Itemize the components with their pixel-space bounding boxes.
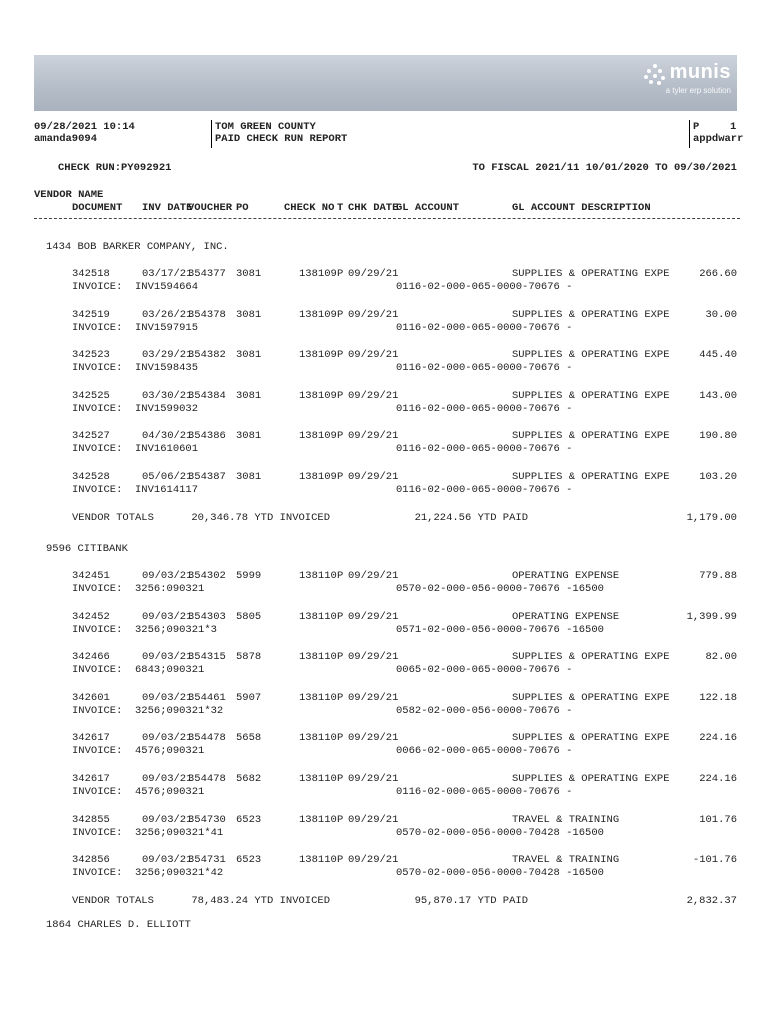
invoice-number: INVOICE: 3256;090321*42 xyxy=(72,867,224,879)
amount: 224.16 xyxy=(699,732,737,744)
po-number: 3081 xyxy=(236,430,262,442)
invoice-number: INVOICE: INV1594664 xyxy=(72,281,199,293)
check-date: 09/29/21 xyxy=(348,732,399,744)
gl-description: SUPPLIES & OPERATING EXPE xyxy=(512,349,670,361)
invoice-date: 09/03/21 xyxy=(142,814,193,826)
document-number: 342451 xyxy=(72,570,110,582)
gl-account: 0582-02-000-056-0000-70676 - xyxy=(396,705,573,717)
gl-description: TRAVEL & TRAINING xyxy=(512,854,620,866)
voucher-number: 354731 xyxy=(188,854,226,866)
fiscal-range: TO FISCAL 2021/11 10/01/2020 TO 09/30/2021 xyxy=(472,162,737,174)
gl-account: 0570-02-000-056-0000-70676 -16500 xyxy=(396,583,604,595)
document-number: 342528 xyxy=(72,471,110,483)
gl-description: SUPPLIES & OPERATING EXPE xyxy=(512,471,670,483)
amount: 224.16 xyxy=(699,773,737,785)
report-title: PAID CHECK RUN REPORT xyxy=(215,133,348,145)
check-number: 138110 xyxy=(299,570,337,582)
header-divider-right xyxy=(689,120,690,148)
gl-description: SUPPLIES & OPERATING EXPE xyxy=(512,309,670,321)
col-po: PO xyxy=(236,202,249,214)
page-number: 1 xyxy=(730,121,737,133)
invoice-number: INVOICE: 4576;090321 xyxy=(72,745,205,757)
invoice-date: 09/03/21 xyxy=(142,651,193,663)
voucher-number: 354302 xyxy=(188,570,226,582)
gl-account: 0571-02-000-056-0000-70676 -16500 xyxy=(396,624,604,636)
check-date: 09/29/21 xyxy=(348,309,399,321)
po-number: 3081 xyxy=(236,390,262,402)
amount: 103.20 xyxy=(699,471,737,483)
check-type: P xyxy=(337,611,344,623)
check-type: P xyxy=(337,651,344,663)
col-voucher: VOUCHER xyxy=(188,202,233,214)
check-type: P xyxy=(337,773,344,785)
check-number: 138110 xyxy=(299,651,337,663)
po-number: 3081 xyxy=(236,309,262,321)
document-number: 342518 xyxy=(72,268,110,280)
invoice-number: INVOICE: INV1599032 xyxy=(72,403,199,415)
invoice-number: INVOICE: INV1614117 xyxy=(72,484,199,496)
invoice-date: 09/03/21 xyxy=(142,732,193,744)
report-banner xyxy=(34,55,737,111)
amount: 122.18 xyxy=(699,692,737,704)
vendor-name: 1434 BOB BARKER COMPANY, INC. xyxy=(46,241,229,253)
logo-dots-icon xyxy=(644,64,666,86)
ytd-invoiced: 20,346.78 YTD INVOICED xyxy=(191,512,330,524)
check-type: P xyxy=(337,390,344,402)
gl-description: TRAVEL & TRAINING xyxy=(512,814,620,826)
invoice-date: 09/03/21 xyxy=(142,570,193,582)
document-number: 342525 xyxy=(72,390,110,402)
gl-description: SUPPLIES & OPERATING EXPE xyxy=(512,390,670,402)
voucher-number: 354303 xyxy=(188,611,226,623)
gl-account: 0065-02-000-065-0000-70676 - xyxy=(396,664,573,676)
voucher-number: 354382 xyxy=(188,349,226,361)
vendor-name: 9596 CITIBANK xyxy=(46,543,128,555)
check-number: 138110 xyxy=(299,611,337,623)
vendor-total-amount: 2,832.37 xyxy=(686,895,737,907)
amount: 30.00 xyxy=(705,309,737,321)
check-type: P xyxy=(337,430,344,442)
po-number: 6523 xyxy=(236,854,262,866)
vendor-total-amount: 1,179.00 xyxy=(686,512,737,524)
invoice-number: INVOICE: INV1597915 xyxy=(72,322,199,334)
col-gl-description: GL ACCOUNT DESCRIPTION xyxy=(512,202,651,214)
check-number: 138109 xyxy=(299,349,337,361)
check-number: 138110 xyxy=(299,692,337,704)
gl-account: 0066-02-000-065-0000-70676 - xyxy=(396,745,573,757)
voucher-number: 354478 xyxy=(188,773,226,785)
document-number: 342601 xyxy=(72,692,110,704)
col-document: DOCUMENT xyxy=(72,202,123,214)
invoice-date: 03/17/21 xyxy=(142,268,193,280)
voucher-number: 354384 xyxy=(188,390,226,402)
check-type: P xyxy=(337,471,344,483)
check-date: 09/29/21 xyxy=(348,814,399,826)
check-type: P xyxy=(337,692,344,704)
po-number: 3081 xyxy=(236,268,262,280)
check-date: 09/29/21 xyxy=(348,430,399,442)
check-date: 09/29/21 xyxy=(348,773,399,785)
org-name: TOM GREEN COUNTY xyxy=(215,121,316,133)
check-date: 09/29/21 xyxy=(348,349,399,361)
voucher-number: 354478 xyxy=(188,732,226,744)
ytd-invoiced: 78,483.24 YTD INVOICED xyxy=(191,895,330,907)
voucher-number: 354378 xyxy=(188,309,226,321)
check-date: 09/29/21 xyxy=(348,854,399,866)
check-type: P xyxy=(337,268,344,280)
po-number: 3081 xyxy=(236,349,262,361)
amount: 445.40 xyxy=(699,349,737,361)
invoice-number: INVOICE: INV1610601 xyxy=(72,443,199,455)
check-number: 138110 xyxy=(299,732,337,744)
invoice-number: INVOICE: 3256:090321 xyxy=(72,583,205,595)
col-inv-date: INV DATE xyxy=(142,202,193,214)
amount: 82.00 xyxy=(705,651,737,663)
check-run: CHECK RUN:PY092921 xyxy=(58,162,172,174)
check-number: 138110 xyxy=(299,854,337,866)
po-number: 5682 xyxy=(236,773,262,785)
voucher-number: 354315 xyxy=(188,651,226,663)
document-number: 342466 xyxy=(72,651,110,663)
invoice-number: INVOICE: 6843;090321 xyxy=(72,664,205,676)
invoice-date: 03/26/21 xyxy=(142,309,193,321)
po-number: 5658 xyxy=(236,732,262,744)
check-date: 09/29/21 xyxy=(348,692,399,704)
voucher-number: 354386 xyxy=(188,430,226,442)
po-number: 5878 xyxy=(236,651,262,663)
check-type: P xyxy=(337,309,344,321)
ytd-paid: 95,870.17 YTD PAID xyxy=(414,895,528,907)
invoice-number: INVOICE: 3256;090321*41 xyxy=(72,827,224,839)
document-number: 342519 xyxy=(72,309,110,321)
check-number: 138110 xyxy=(299,773,337,785)
gl-account: 0116-02-000-065-0000-70676 - xyxy=(396,786,573,798)
report-datetime: 09/28/2021 10:14 xyxy=(34,121,135,133)
po-number: 3081 xyxy=(236,471,262,483)
check-type: P xyxy=(337,732,344,744)
check-type: P xyxy=(337,570,344,582)
gl-description: SUPPLIES & OPERATING EXPE xyxy=(512,692,670,704)
amount: 190.80 xyxy=(699,430,737,442)
invoice-date: 03/29/21 xyxy=(142,349,193,361)
col-gl-account: GL ACCOUNT xyxy=(396,202,460,214)
gl-description: SUPPLIES & OPERATING EXPE xyxy=(512,732,670,744)
check-date: 09/29/21 xyxy=(348,471,399,483)
gl-description: OPERATING EXPENSE xyxy=(512,570,620,582)
gl-description: SUPPLIES & OPERATING EXPE xyxy=(512,430,670,442)
gl-description: SUPPLIES & OPERATING EXPE xyxy=(512,268,670,280)
gl-description: OPERATING EXPENSE xyxy=(512,611,620,623)
amount: 266.60 xyxy=(699,268,737,280)
vendor-totals-label: VENDOR TOTALS xyxy=(72,512,154,524)
invoice-number: INVOICE: INV1598435 xyxy=(72,362,199,374)
check-number: 138109 xyxy=(299,309,337,321)
document-number: 342855 xyxy=(72,814,110,826)
brand-word: munis xyxy=(669,61,731,83)
po-number: 5805 xyxy=(236,611,262,623)
check-number: 138109 xyxy=(299,471,337,483)
document-number: 342856 xyxy=(72,854,110,866)
voucher-number: 354730 xyxy=(188,814,226,826)
invoice-date: 09/03/21 xyxy=(142,854,193,866)
invoice-date: 09/03/21 xyxy=(142,773,193,785)
gl-account: 0116-02-000-065-0000-70676 - xyxy=(396,443,573,455)
check-type: P xyxy=(337,814,344,826)
document-number: 342523 xyxy=(72,349,110,361)
document-number: 342452 xyxy=(72,611,110,623)
invoice-number: INVOICE: 3256;090321*32 xyxy=(72,705,224,717)
check-date: 09/29/21 xyxy=(348,268,399,280)
check-number: 138109 xyxy=(299,430,337,442)
document-number: 342617 xyxy=(72,773,110,785)
program-name: appdwarr xyxy=(693,133,744,145)
gl-account: 0570-02-000-056-0000-70428 -16500 xyxy=(396,827,604,839)
gl-account: 0116-02-000-065-0000-70676 - xyxy=(396,484,573,496)
col-vendor-name: VENDOR NAME xyxy=(34,189,104,201)
gl-account: 0116-02-000-065-0000-70676 - xyxy=(396,322,573,334)
check-number: 138110 xyxy=(299,814,337,826)
po-number: 5999 xyxy=(236,570,262,582)
document-number: 342617 xyxy=(72,732,110,744)
gl-description: SUPPLIES & OPERATING EXPE xyxy=(512,773,670,785)
brand-tagline: a tyler erp solution xyxy=(665,86,731,96)
col-chk-date: CHK DATE xyxy=(348,202,399,214)
voucher-number: 354377 xyxy=(188,268,226,280)
col-check-no: CHECK NO xyxy=(284,202,335,214)
invoice-date: 09/03/21 xyxy=(142,611,193,623)
header-divider-left xyxy=(211,120,212,148)
voucher-number: 354461 xyxy=(188,692,226,704)
check-number: 138109 xyxy=(299,268,337,280)
invoice-date: 05/06/21 xyxy=(142,471,193,483)
voucher-number: 354387 xyxy=(188,471,226,483)
page-label: P xyxy=(693,121,700,133)
munis-logo xyxy=(644,61,731,95)
gl-account: 0116-02-000-065-0000-70676 - xyxy=(396,362,573,374)
vendor-name: 1864 CHARLES D. ELLIOTT xyxy=(46,919,191,931)
check-date: 09/29/21 xyxy=(348,390,399,402)
po-number: 6523 xyxy=(236,814,262,826)
invoice-date: 03/30/21 xyxy=(142,390,193,402)
check-number: 138109 xyxy=(299,390,337,402)
po-number: 5907 xyxy=(236,692,262,704)
gl-account: 0570-02-000-056-0000-70428 -16500 xyxy=(396,867,604,879)
invoice-date: 09/03/21 xyxy=(142,692,193,704)
check-date: 09/29/21 xyxy=(348,570,399,582)
check-type: P xyxy=(337,854,344,866)
amount: 101.76 xyxy=(699,814,737,826)
invoice-number: INVOICE: 4576;090321 xyxy=(72,786,205,798)
check-date: 09/29/21 xyxy=(348,651,399,663)
gl-account: 0116-02-000-065-0000-70676 - xyxy=(396,403,573,415)
gl-description: SUPPLIES & OPERATING EXPE xyxy=(512,651,670,663)
invoice-date: 04/30/21 xyxy=(142,430,193,442)
check-type: P xyxy=(337,349,344,361)
document-number: 342527 xyxy=(72,430,110,442)
report-user: amanda9094 xyxy=(34,133,98,145)
amount: 1,399.99 xyxy=(686,611,737,623)
invoice-number: INVOICE: 3256;090321*3 xyxy=(72,624,217,636)
ytd-paid: 21,224.56 YTD PAID xyxy=(414,512,528,524)
vendor-totals-label: VENDOR TOTALS xyxy=(72,895,154,907)
check-date: 09/29/21 xyxy=(348,611,399,623)
amount: -101.76 xyxy=(692,854,737,866)
amount: 143.00 xyxy=(699,390,737,402)
amount: 779.88 xyxy=(699,570,737,582)
header-rule xyxy=(34,218,740,219)
gl-account: 0116-02-000-065-0000-70676 - xyxy=(396,281,573,293)
col-type: T xyxy=(337,202,344,214)
